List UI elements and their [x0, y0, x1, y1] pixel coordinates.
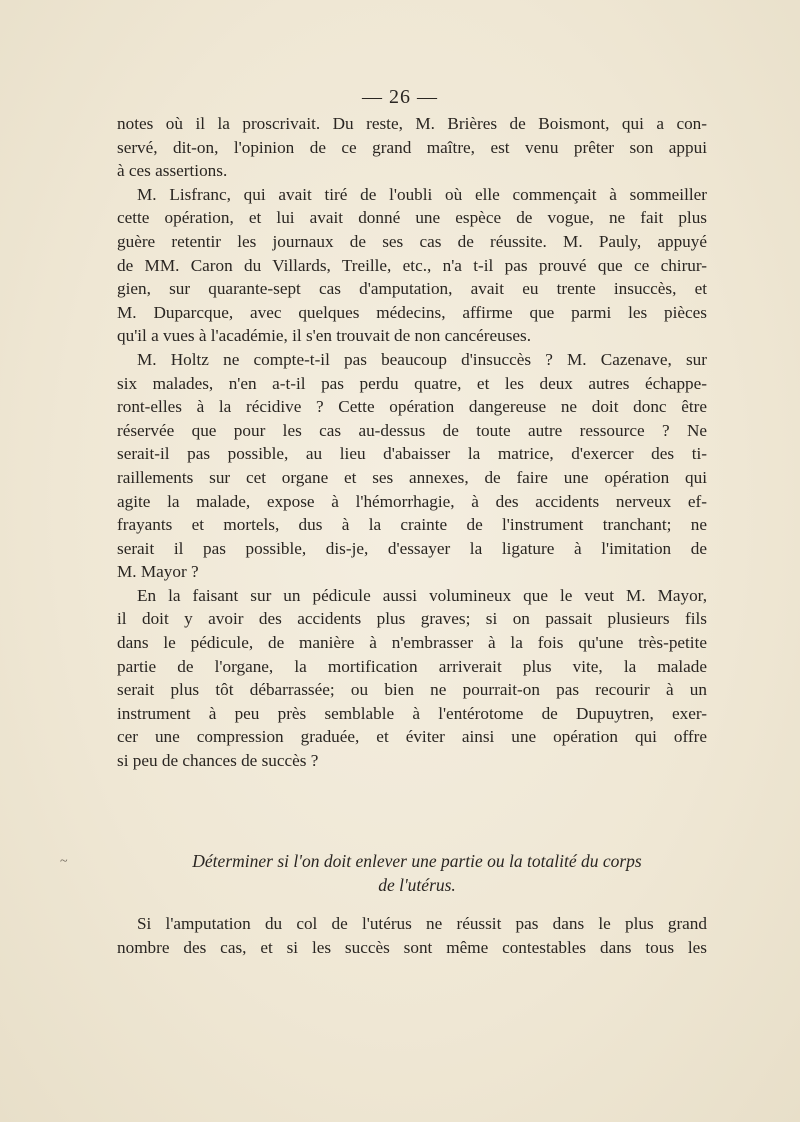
- text-line: réservée que pour les cas au-dessus de toute autre ressource ? Ne: [117, 420, 707, 440]
- text-line: six malades, n'en a-t-il pas perdu quatre, et les deux autres échappe-: [117, 373, 707, 393]
- text-line: serait plus tôt débarrassée; ou bien ne pourrait-on pas recourir à un: [117, 680, 707, 700]
- text-line: cette opération, et lui avait donné une espèce de vogue, ne fait plus: [117, 208, 707, 228]
- text-line: M. Holtz ne compte-t-il pas beaucoup d'insuccès ? M. Cazenave, sur: [137, 349, 707, 369]
- text-line: Si l'amputation du col de l'utérus ne réussit pas dans le plus grand: [137, 914, 707, 933]
- body-text: [117, 112, 707, 773]
- text-line: notes où il la proscrivait. Du reste, M. Brières de Boismont, qui a con-: [117, 114, 707, 133]
- page-number: — 26 —: [362, 86, 438, 108]
- text-line: dans le pédicule, de manière à n'embrasser à la fois qu'une très-petite: [117, 633, 707, 653]
- closing-paragraph: [117, 912, 707, 959]
- text-line: M. Mayor ?: [117, 562, 199, 582]
- text-line: M. Duparcque, avec quelques médecins, affirme que parmi les pièces: [117, 302, 707, 322]
- text-line: agite la malade, expose à l'hémorrhagie, à des accidents nerveux ef-: [117, 491, 707, 511]
- text-line: ront-elles à la récidive ? Cette opération dangereuse ne doit donc être: [117, 397, 707, 417]
- text-line: En la faisant sur un pédicule aussi volumineux que le veut M. Mayor,: [137, 585, 707, 605]
- margin-dash-mark: ~: [60, 854, 68, 869]
- text-line: gien, sur quarante-sept cas d'amputation, avait eu trente insuccès, et: [117, 279, 707, 299]
- section-title: [117, 850, 717, 897]
- text-line: il doit y avoir des accidents plus graves; si on passait plusieurs fils: [117, 609, 707, 629]
- text-line: serait il pas possible, dis-je, d'essayer la ligature à l'imitation de: [117, 538, 707, 558]
- text-line: serait-il pas possible, au lieu d'abaisser la matrice, d'exercer des ti-: [117, 444, 707, 464]
- text-line: à ces assertions.: [117, 161, 228, 181]
- text-line: de MM. Caron du Villards, Treille, etc., n'a t-il pas prouvé que ce chirur-: [117, 255, 707, 275]
- text-line: frayants et mortels, dus à la crainte de l'instrument tranchant; ne: [117, 515, 707, 535]
- text-line: M. Lisfranc, qui avait tiré de l'oubli où elle commençait à sommeiller: [137, 184, 707, 204]
- text-line: si peu de chances de succès ?: [117, 751, 319, 771]
- text-line: instrument à peu près semblable à l'entérotome de Dupuytren, exer-: [117, 703, 707, 723]
- text-line: servé, dit-on, l'opinion de ce grand maître, est venu prêter son appui: [117, 137, 707, 157]
- text-line: nombre des cas, et si les succès sont même contestables dans tous les: [117, 937, 707, 957]
- text-line: raillements sur cet organe et ses annexes, de faire une opération qui: [117, 467, 707, 487]
- text-line: qu'il a vues à l'académie, il s'en trouvait de non cancéreuses.: [117, 326, 531, 346]
- text-line: guère retentir les journaux de ses cas de réussite. M. Pauly, appuyé: [117, 231, 707, 251]
- section-title-line: Déterminer si l'on doit enlever une partie ou la totalité du corps: [192, 851, 642, 871]
- section-title-line: de l'utérus.: [378, 874, 456, 895]
- text-line: partie de l'organe, la mortification arriverait plus vite, la malade: [117, 656, 707, 676]
- text-line: cer une compression graduée, et éviter ainsi une opération qui offre: [117, 727, 707, 747]
